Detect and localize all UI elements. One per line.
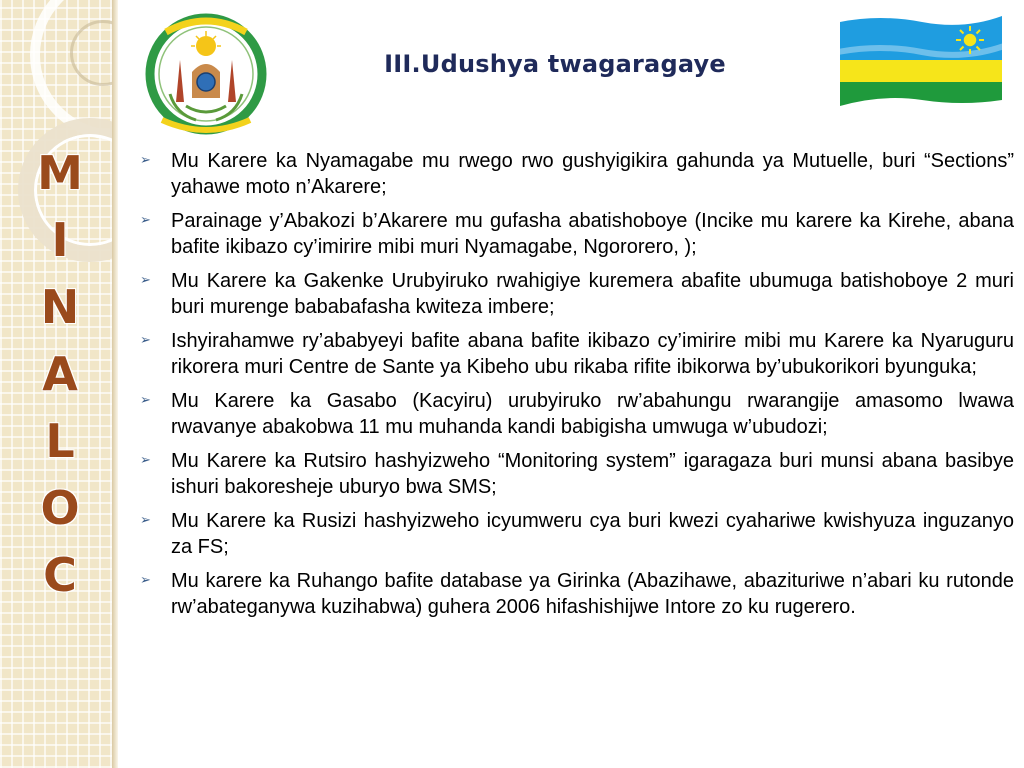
minaloc-vertical-logo <box>20 140 100 609</box>
arrow-bullet-icon: ➢ <box>140 153 151 168</box>
list-item <box>140 268 1014 320</box>
arrow-bullet-icon: ➢ <box>140 273 151 288</box>
minaloc-letter: C <box>43 548 77 602</box>
minaloc-letter: I <box>51 213 69 267</box>
arrow-bullet-icon: ➢ <box>140 453 151 468</box>
list-item-text: Mu karere ka Ruhango bafite database ya Girinka (Abazihawe, abazituriwe n’abari ku rutonde rw’abateganywa kuzihabwa) guhera 2006 hifashishijwe Intore zo ku rugerero. <box>171 570 1014 618</box>
arrow-bullet-icon: ➢ <box>140 393 151 408</box>
arrow-bullet-icon: ➢ <box>140 573 151 588</box>
list-item-text: Mu Karere ka Gakenke Urubyiruko rwahigiye kuremera abafite ubumuga batishoboye 2 muri buri murenge bababafasha kwiteza imbere; <box>171 270 1014 318</box>
list-item <box>140 388 1014 440</box>
minaloc-letter: N <box>40 280 80 334</box>
arrow-bullet-icon: ➢ <box>140 333 151 348</box>
sidebar-edge-divider <box>112 0 118 768</box>
list-item <box>140 448 1014 500</box>
rwanda-coat-of-arms-icon <box>140 12 272 144</box>
decorative-sidebar <box>0 0 112 768</box>
minaloc-letter: O <box>40 481 80 535</box>
slide-title: III.Udushya twagaragaye <box>384 50 726 78</box>
list-item <box>140 568 1014 620</box>
minaloc-letter: A <box>42 347 78 401</box>
bullet-list <box>140 148 1014 628</box>
list-item <box>140 508 1014 560</box>
list-item-text: Parainage y’Abakozi b’Akarere mu gufasha abatishoboye (Incike mu karere ka Kirehe, abana bafite ikibazo cy’imirire mibi muri Nyamagabe, Ngororero, ); <box>171 210 1014 258</box>
list-item-text: Mu Karere ka Rutsiro hashyizweho “Monitoring system” igaragaza buri munsi abana basibye ishuri bakoresheje uburyo bwa SMS; <box>171 450 1014 498</box>
arrow-bullet-icon: ➢ <box>140 513 151 528</box>
minaloc-letter: M <box>37 146 83 200</box>
list-item-text: Mu Karere ka Nyamagabe mu rwego rwo gushyigikira gahunda ya Mutuelle, buri “Sections” yahawe moto n’Akarere; <box>171 150 1014 198</box>
minaloc-letter: L <box>45 414 75 468</box>
list-item <box>140 328 1014 380</box>
rwanda-flag-icon <box>838 14 1004 108</box>
list-item-text: Mu Karere ka Gasabo (Kacyiru) urubyiruko rw’abahungu rwarangije amasomo lwawa rwavanye abakobwa 11 mu muhanda kandi babigisha umwuga w’ubudozi; <box>171 390 1014 438</box>
arrow-bullet-icon: ➢ <box>140 213 151 228</box>
list-item <box>140 208 1014 260</box>
list-item-text: Ishyirahamwe ry’ababyeyi bafite abana bafite ikibazo cy’imirire mibi mu Karere ka Nyaruguru rikorera muri Centre de Sante ya Kibeho ubu rikaba rifite ibikorwa by’ubukorikori byunguka; <box>171 330 1014 378</box>
list-item-text: Mu Karere ka Rusizi hashyizweho icyumweru cya buri kwezi cyahariwe kwishyuza inguzanyo za FS; <box>171 510 1014 558</box>
list-item <box>140 148 1014 200</box>
